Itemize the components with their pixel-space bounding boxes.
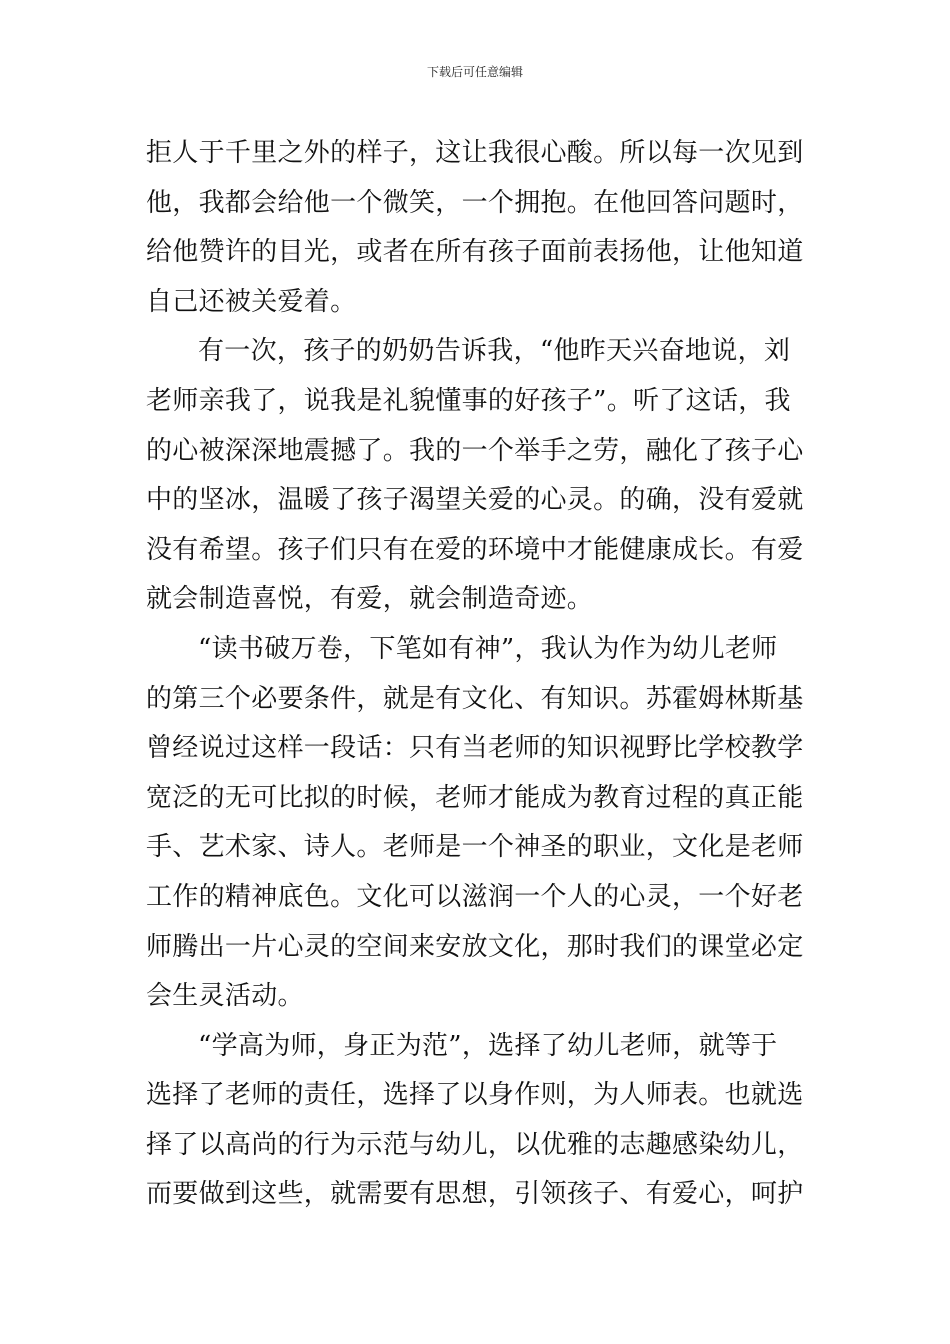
text-line: 选择了老师的责任，选择了以身作则，为人师表。也就选 <box>146 1080 804 1111</box>
text-line: “读书破万卷，下笔如有神”，我认为作为幼儿老师 <box>198 633 778 664</box>
text-line: 宽泛的无可比拟的时候，老师才能成为教育过程的真正能 <box>146 782 804 813</box>
text-line: 没有希望。孩子们只有在爱的环境中才能健康成长。有爱 <box>146 534 804 565</box>
text-line: 择了以高尚的行为示范与幼儿，以优雅的志趣感染幼儿， <box>146 1129 804 1160</box>
paragraph-1 <box>146 129 816 327</box>
text-line: 而要做到这些，就需要有思想，引领孩子、有爱心，呵护 <box>146 1179 804 1210</box>
text-line: 给他赞许的目光，或者在所有孩子面前表扬他，让他知道 <box>146 237 804 268</box>
page-header-note: 下载后可任意编辑 <box>426 65 523 79</box>
paragraph-3 <box>146 625 816 1022</box>
text-line: 师腾出一片心灵的空间来安放文化，那时我们的课堂必定 <box>146 931 804 962</box>
text-line: 的心被深深地震撼了。我的一个举手之劳，融化了孩子心 <box>146 435 804 466</box>
text-line: 会生灵活动。 <box>146 981 304 1012</box>
text-line: 中的坚冰，温暖了孩子渴望关爱的心灵。的确，没有爱就 <box>146 485 804 516</box>
text-line: 手、艺术家、诗人。老师是一个神圣的职业，文化是老师 <box>146 832 804 863</box>
text-line: 工作的精神底色。文化可以滋润一个人的心灵，一个好老 <box>146 881 804 912</box>
text-line: 的第三个必要条件，就是有文化、有知识。苏霍姆林斯基 <box>146 683 804 714</box>
text-line: 有一次，孩子的奶奶告诉我，“他昨天兴奋地说，刘 <box>198 336 791 367</box>
text-line: 就会制造喜悦，有爱，就会制造奇迹。 <box>146 584 594 615</box>
document-body <box>146 129 816 1220</box>
text-line: 老师亲我了，说我是礼貌懂事的好孩子”。听了这话，我 <box>146 385 791 416</box>
text-line: 他，我都会给他一个微笑，一个拥抱。在他回答问题时， <box>146 187 804 218</box>
text-line: 自己还被关爱着。 <box>146 286 357 317</box>
paragraph-4 <box>146 1022 816 1220</box>
paragraph-2 <box>146 327 816 625</box>
text-line: 拒人于千里之外的样子，这让我很心酸。所以每一次见到 <box>146 138 804 168</box>
text-line: “学高为师，身正为范”，选择了幼儿老师，就等于 <box>198 1030 778 1061</box>
text-line: 曾经说过这样一段话：只有当老师的知识视野比学校教学 <box>146 733 804 764</box>
